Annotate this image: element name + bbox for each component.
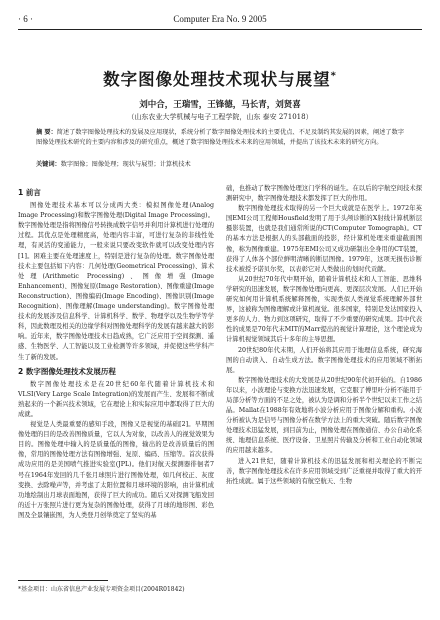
- left-column: [18, 184, 214, 521]
- keywords-label: 关键词：: [36, 161, 61, 168]
- abstract-label: 摘 要：: [36, 129, 57, 136]
- affiliation: （山东农业大学机械与电子工程学院，山东 泰安 271018）: [127, 113, 313, 121]
- body-paragraph: 视觉是人类最重要的感知手段，图像又是视觉的基础[2]。早期图像处理的目的是改善图像质量，它以人为对象，以改善人的视觉效果为目的。图像处理中输入的是质量低的图像，输出的是改善质量后的图像，常用的图像处理方法有图像增强、复原、编码、压缩等。首次获得成功应用的是美国喷气推进实验室(JPL)。他们对航天探测器徘徊者7号在1964年发回的几千张月球照片进行图像处理，如几何校正、灰度变换、去除噪声等，并考虑了太阳位置和月球环境的影响，由计算机成功地绘制出月球表面地图，获得了巨大的成功。随后又对探测飞船发回的近十万张照片进行更为复杂的图像处理，获得了月球的地形图、彩色图及全景镶嵌图，为人类登月创举奠定了坚实的基: [18, 421, 214, 519]
- body-paragraph: 础，也推动了数字图像处理这门学科的诞生。在以后的宇航空间技术探测研究中，数字图像处理技术都发挥了巨大的作用。: [226, 185, 422, 203]
- running-header: [18, 14, 422, 28]
- body-paragraph: 数字图像处理技术是在20世纪60年代随着计算机技术和VLSI(Very Large Scale Integration)的发展而产生、发展和不断成熟起来的一个新兴技术领域，它在理论上和实际应用中都取得了巨大的成就。: [18, 380, 214, 418]
- body-paragraph: 数字图像处理技术的大发展是从20世纪90年代初开始的。自1986年以来，小波理论与变换方法迅速发展，它克服了傅里叶分析不能用于局部分析等方面的不足之处，被认为是调和分析半个世纪以来工作之结晶。Mallat在1988年有效地将小波分析应用于图像分解和重构。小波分析被认为是信号与图像分析在数学方法上的重大突破。随后数字图像处理技术迅猛发展，到目前为止，图像处理在图像通信、办公自动化系统、地理信息系统、医疗设备、卫星照片传输及分析和工业自动化领域的应用越来越多。: [226, 376, 422, 455]
- footnote-rule: [18, 580, 108, 581]
- footnote: *基金项目：山东省信息产业发展专项资金项目(2004R01842): [18, 586, 185, 593]
- right-column: [226, 184, 422, 487]
- section-heading: 2 数字图像处理技术发展历程: [18, 366, 116, 376]
- paper-title-text: 数字图像处理技术现状与展望: [103, 70, 331, 89]
- body-paragraph: 从20世纪70年代中期开始，随着计算机技术和人工智能、思维科学研究的迅速发展，数字图像处理向更高、更深层次发展。人们已开始研究如何用计算机系统解释图像，实现类似人类视觉系统理解外部世界，这被称为图像理解或计算机视觉。很多国家，特别是发达国家投入更多的人力、物力到这项研究，取得了不少重要的研究成果。其中代表性的成果是70年代末MIT的Marr提出的视觉计算理论，这个理论成为计算机视觉领域其后十多年的主导思想。: [226, 275, 422, 344]
- journal-name: Computer Era No. 9 2005: [173, 14, 267, 24]
- keywords-text: 数字图像；图像处理；现状与展望；计算机技术: [60, 161, 191, 168]
- header-rule: [18, 29, 422, 30]
- author-list: 刘中合，王瑞雪，王锋德，马长青，刘贤喜: [139, 100, 301, 110]
- abstract-text: 简述了数字图像处理技术的发展及应用现状，系统分析了数字图像处理技术的主要优点、不足及制约其发展的因素，阐述了数字图像处理技术研究的主要内容和涉及的研究重点，概述了数字图像处理技术未来的应用领域，并提出了该技术未来的研究方向。: [36, 129, 405, 146]
- paper-title: [18, 66, 422, 90]
- body-paragraph: 进入21世纪，随着计算机技术的迅猛发展和相关理论的不断完善，数字图像处理技术在许多应用领域受到广泛重视并取得了重大的开拓性成就。属于这些领域的有航空航天、生物: [226, 457, 422, 485]
- keywords: [36, 160, 404, 170]
- title-footnote-mark: *: [330, 70, 337, 82]
- body-paragraph: 数字图像处理技术取得的另一个巨大成就是在医学上。1972年英国EMI公司工程师Housfield发明了用于头颅诊断的X射线计算机断层摄影装置，也就是我们通常所说的CT(Computer Tomograph)。CT的基本方法是根据人的头部截面的投影，经计算机处理来重建截面图像，称为图像重建。1975年EMI公司又成功研制出全身用的CT装置，获得了人体各个部位鲜明清晰的断层图像。1979年，这项无损伤诊断技术被授予诺贝尔奖，以表彰它对人类做出的划时代贡献。: [226, 205, 422, 273]
- section-heading: 1 前言: [18, 188, 41, 197]
- body-paragraph: 20世纪80年代末期，人们开始将其应用于地理信息系统，研究海图的自动读入、自动生成方法。数字图像处理技术的应用领域不断拓展。: [226, 346, 422, 374]
- page-number: · 6 ·: [18, 14, 33, 24]
- body-paragraph: 图像处理技术基本可以分成两大类：模拟图像处理(Analog Image Processing)和数字图像处理(Digital Image Processing)。数字图像处理是指将图像信号转换成数字信号并利用计算机进行处理的过程。其优点是处理精度高，处理内容丰富，可进行复杂的非线性处理，有灵活的变通能力，一般来说只要改变软件就可以改变处理内容[1]。困难主要在处理速度上，特别是进行复杂的处理。数字图像处理技术主要包括如下内容：几何处理(Geometrical Processing)、算术处理(Arithmetic Processing)、图像增强(Image Enhancement)、图像复原(Image Restoration)、图像重建(Image Reconstruction)、图像编码(Image Encoding)、图像识别(Image Recognition)、图像理解(Image understanding)。数字图像处理技术的发展涉及信息科学、计算机科学、数学、物理学以及生物学等学科，因此数理及相关的边缘学科对图像处理科学的发展有越来越大的影响。近年来，数字图像处理技术日趋成熟，它广泛应用于空间探测、遥感、生物医学、人工智能以及工业检测等许多领域，并促使这些学科产生了新的发展。: [18, 202, 214, 361]
- abstract: [36, 128, 404, 148]
